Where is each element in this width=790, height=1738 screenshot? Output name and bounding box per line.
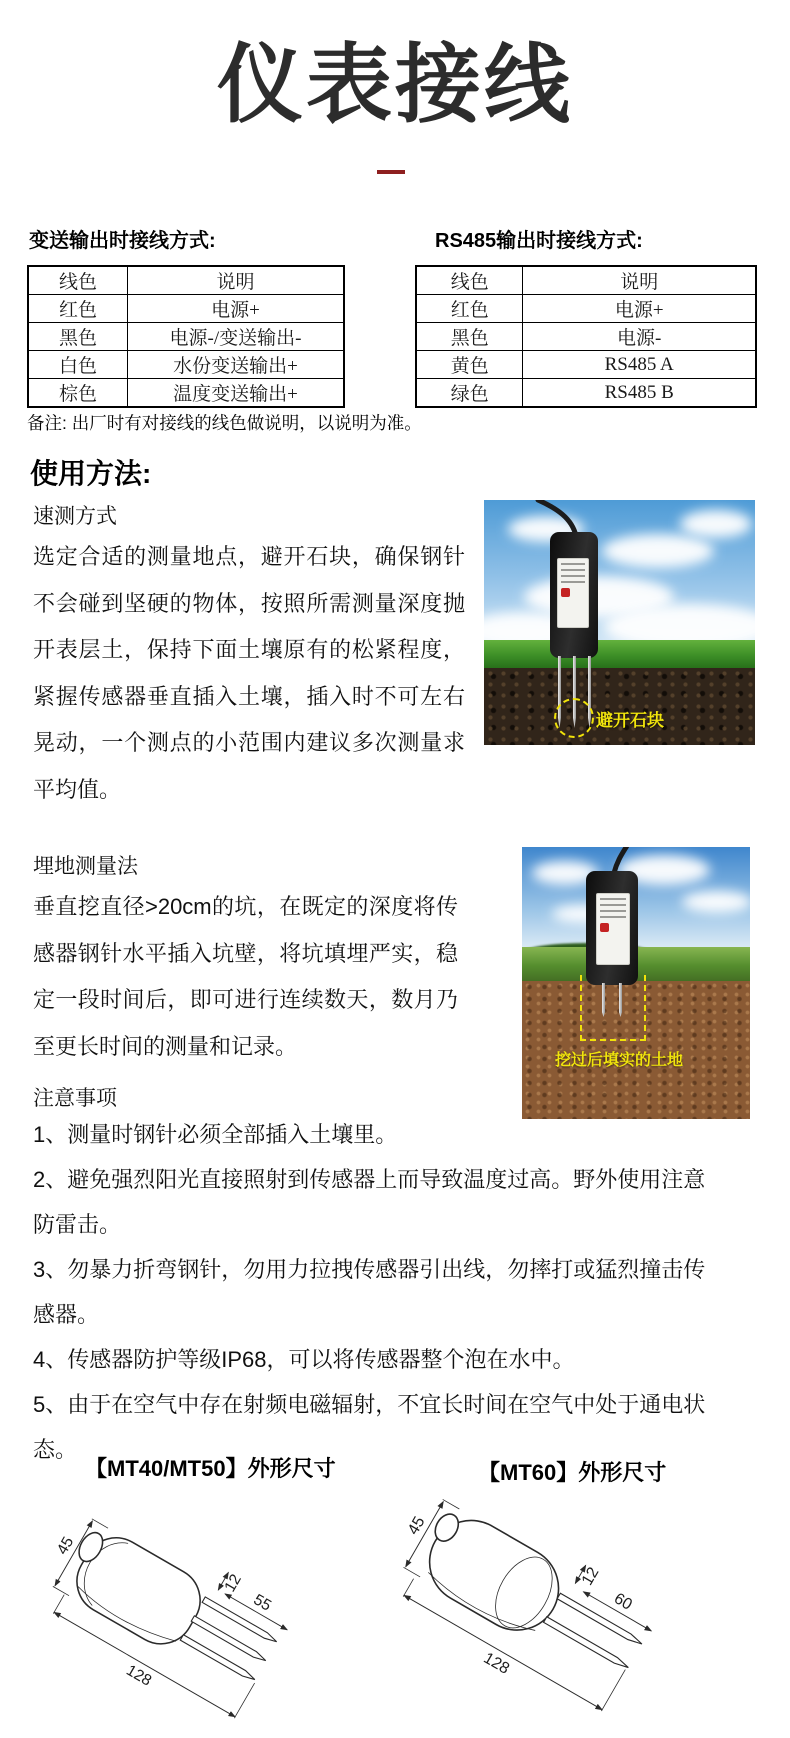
cell-wire-color: 黑色 xyxy=(28,323,127,351)
rs485-wiring-heading: RS485输出时接线方式: xyxy=(435,230,643,252)
cloud xyxy=(682,891,750,913)
label-text-line xyxy=(561,575,585,577)
label-text-line xyxy=(600,910,626,912)
quick-method-photo xyxy=(484,500,755,745)
dim-thickness: 12 xyxy=(578,1564,603,1589)
needle-outline xyxy=(544,1617,630,1671)
cell-description: 电源+ xyxy=(127,295,344,323)
table-row xyxy=(416,295,756,323)
label-text-line xyxy=(600,898,626,900)
wiring-note: 备注: 出厂时有对接线的线色做说明，以说明为准。 xyxy=(27,413,422,433)
dim-total-length: 128 xyxy=(123,1661,155,1690)
col-header-wire-color: 线色 xyxy=(28,266,127,295)
refilled-soil-label: 挖过后填实的土地 xyxy=(555,1052,684,1069)
brand-logo-mark xyxy=(600,923,609,932)
precautions-heading: 注意事项 xyxy=(33,1087,117,1110)
rs485-wiring-table xyxy=(415,265,757,408)
dim-total-length: 128 xyxy=(480,1649,513,1678)
col-header-wire-color: 线色 xyxy=(416,266,523,295)
precaution-item: 4、传感器防护等级IP68，可以将传感器整个泡在水中。 xyxy=(33,1347,575,1372)
precautions-list xyxy=(33,1112,725,1472)
table-header-row xyxy=(416,266,756,295)
cell-description: RS485 A xyxy=(523,351,756,379)
grass-strip xyxy=(484,640,755,668)
quick-method-body: 选定合适的测量地点，避开石块，确保钢针不会碰到坚硬的物体，按照所需测量深度抛开表层土，保持下面土壤原有的松紧程度，紧握传感器垂直插入土壤，插入时不可左右晃动，一个测点的小范围内建议多次测量求平均值。 xyxy=(33,544,465,802)
buried-method-photo xyxy=(522,847,750,1119)
table-row xyxy=(28,351,344,379)
cell-wire-color: 红色 xyxy=(416,295,523,323)
cell-wire-color: 白色 xyxy=(28,351,127,379)
table-row xyxy=(416,351,756,379)
cell-description: 电源- xyxy=(523,323,756,351)
buried-method-body: 垂直挖直径>20cm的坑，在既定的深度将传感器钢针水平插入坑壁，将坑填埋严实，稳定一段时间后，即可进行连续数天，数月乃至更长时间的测量和记录。 xyxy=(33,894,458,1059)
buried-method-subheading: 埋地测量法 xyxy=(33,855,138,878)
soil-sensor xyxy=(550,532,598,658)
quick-method-subheading: 速测方式 xyxy=(33,505,117,528)
cell-wire-color: 棕色 xyxy=(28,379,127,408)
transmitter-wiring-table xyxy=(27,265,345,408)
table-row xyxy=(28,323,344,351)
table-row xyxy=(28,379,344,408)
table-header-row xyxy=(28,266,344,295)
col-header-description: 说明 xyxy=(523,266,756,295)
needle-outline xyxy=(191,1616,267,1664)
dim-body-width: 45 xyxy=(404,1513,429,1538)
avoid-stone-label: 避开石块 xyxy=(596,711,664,730)
precaution-item: 3、勿暴力折弯钢针，勿用力拉拽传感器引出线，勿摔打或猛烈撞击传感器。 xyxy=(33,1257,706,1327)
label-text-line xyxy=(600,904,626,906)
transmitter-wiring-section xyxy=(27,224,345,408)
soil-sensor xyxy=(586,871,638,985)
title-accent-rule xyxy=(377,170,405,174)
rs485-wiring-section xyxy=(415,224,757,408)
mt40-mt50-dims-heading: 【MT40/MT50】外形尺寸 xyxy=(85,1456,336,1481)
dim-body-width: 45 xyxy=(53,1534,78,1558)
dim-needle-length: 55 xyxy=(250,1591,274,1615)
needle-outline xyxy=(180,1635,256,1683)
table-row xyxy=(416,323,756,351)
dim-needle-length: 60 xyxy=(610,1590,635,1614)
table-row xyxy=(28,295,344,323)
avoid-stone-circle xyxy=(554,698,594,738)
dim-thickness: 12 xyxy=(221,1571,245,1595)
brand-logo-mark xyxy=(561,588,570,597)
label-text-line xyxy=(561,563,585,565)
mt40-mt50-dimension-drawing xyxy=(18,1482,383,1738)
sensor-label xyxy=(596,893,630,965)
cell-description: RS485 B xyxy=(523,379,756,408)
sensor-label xyxy=(557,558,589,628)
label-text-line xyxy=(561,569,585,571)
label-text-line xyxy=(600,916,626,918)
cell-description: 温度变送输出+ xyxy=(127,379,344,408)
cell-description: 电源+ xyxy=(523,295,756,323)
cell-description: 水份变送输出+ xyxy=(127,351,344,379)
precaution-item: 5、由于在空气中存在射频电磁辐射，不宜长时间在空气中处于通电状态。 xyxy=(33,1392,706,1462)
page-title: 仪表接线 xyxy=(217,37,573,133)
sensor-cable xyxy=(484,500,755,560)
precaution-item: 2、避免强烈阳光直接照射到传感器上而导致温度过高。野外使用注意防雷击。 xyxy=(33,1167,706,1237)
label-text-line xyxy=(561,581,585,583)
refilled-soil-outline xyxy=(580,975,646,1041)
transmitter-wiring-heading: 变送输出时接线方式: xyxy=(29,230,216,252)
col-header-description: 说明 xyxy=(127,266,344,295)
cell-description: 电源-/变送输出- xyxy=(127,323,344,351)
cell-wire-color: 红色 xyxy=(28,295,127,323)
cell-wire-color: 绿色 xyxy=(416,379,523,408)
usage-heading: 使用方法: xyxy=(30,458,152,489)
cell-wire-color: 黑色 xyxy=(416,323,523,351)
cell-wire-color: 黄色 xyxy=(416,351,523,379)
mt60-dimension-drawing xyxy=(382,1466,782,1738)
table-row xyxy=(416,379,756,408)
precaution-item: 1、测量时钢针必须全部插入土壤里。 xyxy=(33,1122,398,1147)
mt60-dims-heading: 【MT60】外形尺寸 xyxy=(478,1460,667,1485)
